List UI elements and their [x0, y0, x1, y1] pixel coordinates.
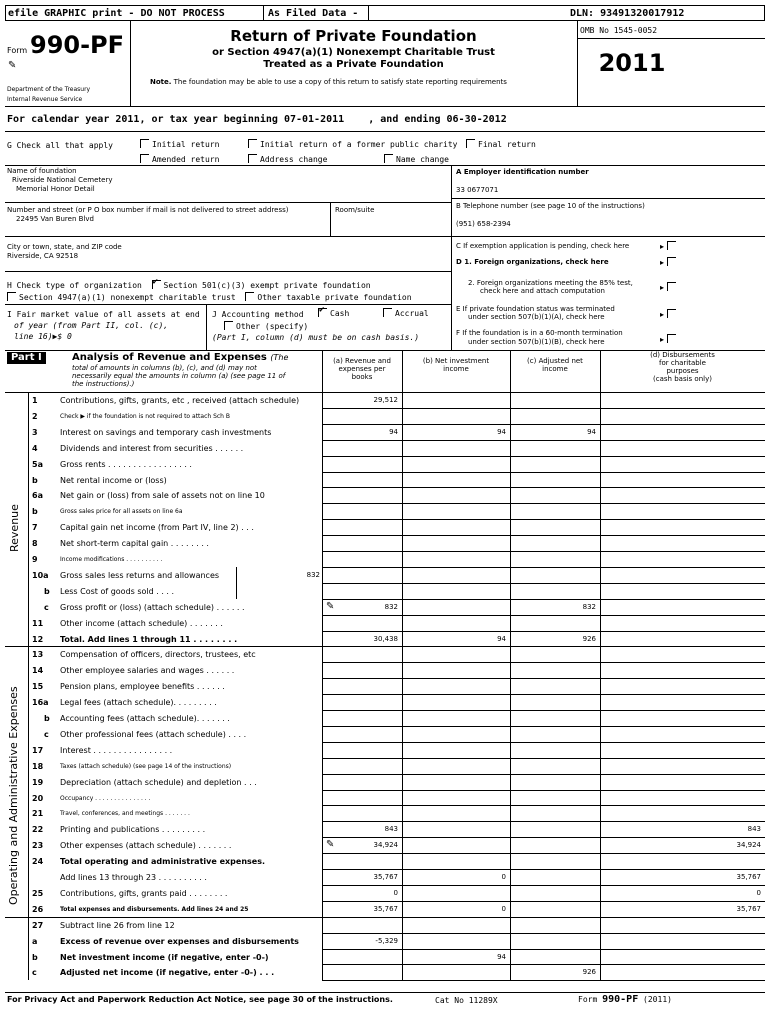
column-header-line: expenses per [338, 365, 386, 373]
chk-address-change[interactable]: Address change [248, 154, 327, 164]
amount-cell-d: 35,767 [736, 873, 761, 881]
amount-cell-a: 30,438 [373, 634, 398, 643]
line-number: 14 [32, 666, 44, 676]
line-number: 9 [32, 555, 38, 564]
line-number: 20 [32, 793, 44, 803]
line-number: 26 [32, 904, 44, 914]
room-label: Room/suite [335, 206, 375, 214]
tax-year: 2011 [598, 49, 666, 77]
line-description: Taxes (attach schedule) (see page 14 of the instructions) [60, 762, 232, 770]
line-description: Printing and publications . . . . . . . . . [60, 825, 206, 835]
line-number: 10a [32, 570, 49, 580]
e-label-2: under section 507(b)(1)(A), check here [468, 313, 605, 321]
line-description: Less Cost of goods sold . . . . [60, 586, 175, 596]
ein-value: 33 0677071 [456, 186, 499, 194]
line-description: Net rental income or (loss) [60, 475, 167, 485]
inline-amount: 832 [306, 570, 320, 579]
form-subtitle1: or Section 4947(a)(1) Nonexempt Charitable Trust [212, 47, 495, 58]
part-title: Analysis of Revenue and Expenses (The [72, 352, 289, 363]
line-description: Subtract line 26 from line 12 [60, 920, 175, 930]
d2-label-1: 2. Foreign organizations meeting the 85% test, [468, 279, 633, 287]
org-name-2: Memorial Honor Detail [16, 185, 95, 193]
line-description: Add lines 13 through 23 . . . . . . . . . . [60, 873, 207, 882]
phone-value: (951) 658-2394 [456, 220, 511, 228]
j-label: J Accounting method [212, 310, 304, 319]
amount-cell-a: 0 [393, 888, 398, 897]
line-number: 8 [32, 539, 38, 549]
part-desc-3: the instructions).) [72, 380, 135, 388]
line-number: b [32, 475, 38, 485]
org-name-1: Riverside National Cemetery [12, 176, 113, 184]
line-description: Gross rents . . . . . . . . . . . . . . . . . [60, 459, 192, 469]
form-icon: ✎ [8, 60, 17, 71]
amount-cell-d: 0 [756, 888, 761, 897]
column-header-b [402, 357, 510, 373]
line-description: Legal fees (attach schedule). . . . . . . . . [60, 698, 217, 708]
column-header-line: income [542, 365, 568, 373]
street-value: 22495 Van Buren Blvd [16, 215, 94, 223]
part-badge: Part I [7, 352, 46, 364]
amount-cell-a: 94 [389, 427, 398, 436]
line-number: 21 [32, 809, 44, 819]
cat-number: Cat No 11289X [435, 996, 498, 1005]
amount-cell-b: 0 [501, 904, 506, 913]
line-number: 19 [32, 777, 44, 787]
line-description: Gross sales price for all assets on line 6a [60, 508, 183, 516]
column-header-line: books [351, 373, 373, 381]
line-number: a [32, 936, 38, 946]
chk-other-taxable[interactable] [245, 292, 254, 301]
form-title: Return of Private Foundation [230, 27, 477, 45]
line-number: c [32, 968, 37, 978]
omb-number: OMB No 1545-0052 [580, 26, 658, 35]
amount-cell-a: 35,767 [373, 904, 398, 913]
line-description: Occupancy . . . . . . . . . . . . . . . [60, 794, 151, 802]
line-number: 15 [32, 682, 44, 692]
form-subtitle2: Treated as a Private Foundation [263, 59, 444, 70]
line-description: Other employee salaries and wages . . . . . . [60, 666, 235, 676]
amount-cell-a: 843 [384, 825, 398, 834]
line-description: Check ▶ if the foundation is not required to attach Sch B [60, 412, 231, 420]
amount-cell-c: 94 [587, 427, 596, 436]
chk-initial-return[interactable]: Initial return [140, 139, 219, 149]
street-label: Number and street (or P O box number if mail is not delivered to street address) [7, 206, 289, 214]
line-description: Pension plans, employee benefits . . . . . . [60, 682, 225, 692]
chk-other-method[interactable]: Other (specify) [224, 321, 308, 331]
line-number: 4 [32, 443, 38, 453]
line-description: Adjusted net income (if negative, enter -0-) . . . [60, 968, 275, 978]
city-value: Riverside, CA 92518 [7, 252, 79, 260]
footer-form: Form 990-PF (2011) [578, 994, 672, 1005]
amount-cell-b: 94 [497, 427, 506, 436]
column-header-d [600, 351, 765, 383]
amount-cell-d: 34,924 [736, 841, 761, 850]
line-description: Interest on savings and temporary cash investments [60, 427, 272, 437]
line-number: 24 [32, 857, 44, 867]
line-description: Other expenses (attach schedule) . . . . . . . [60, 841, 232, 851]
line-description: Gross profit or (loss) (attach schedule) . . . . . . [60, 602, 245, 612]
f-label-2: under section 507(b)(1)(B), check here [468, 338, 605, 346]
line-number: 17 [32, 745, 44, 755]
line-number: c [44, 602, 49, 612]
chk-amended-return[interactable]: Amended return [140, 154, 219, 164]
c-checkbox[interactable]: ▸ [660, 241, 679, 251]
line-number: 7 [32, 523, 38, 533]
line-number: b [44, 586, 50, 596]
line-description: Net investment income (if negative, enter -0-) [60, 952, 269, 962]
line-number: 25 [32, 888, 44, 898]
amount-cell-b: 94 [497, 634, 506, 643]
amount-cell-a: 35,767 [373, 873, 398, 881]
line-description: Gross sales less returns and allowances [60, 570, 220, 580]
amount-cell-c: 926 [582, 968, 596, 977]
chk-initial-former[interactable]: Initial return of a former public charity [248, 139, 457, 149]
amount-cell-a: -5,329 [375, 936, 398, 945]
i-line-2: of year (from Part II, col. (c), [14, 321, 169, 330]
line-description: Total. Add lines 1 through 11 . . . . . . . . [60, 634, 238, 644]
g-label: G Check all that apply [7, 141, 113, 150]
amount-cell-c: 926 [582, 634, 596, 643]
amount-cell-c: 832 [582, 602, 596, 611]
chk-501c3[interactable] [152, 280, 161, 289]
line-number: b [32, 952, 38, 962]
line-description: Excess of revenue over expenses and disbursements [60, 936, 299, 946]
column-header-line: (cash basis only) [653, 375, 712, 383]
column-header-line: for charitable [659, 359, 706, 367]
line-number: 6a [32, 491, 43, 501]
city-label: City or town, state, and ZIP code [7, 243, 122, 251]
revenue-side-label: Revenue [8, 504, 21, 552]
line-number: 22 [32, 825, 44, 835]
line-number: 1 [32, 396, 38, 405]
i-line-1: I Fair market value of all assets at end [7, 310, 200, 319]
line-description: Dividends and interest from securities . . . . . . [60, 443, 244, 453]
d2-label-2: check here and attach computation [480, 287, 605, 295]
f-label-1: F If the foundation is in a 60-month termination [456, 329, 623, 337]
line-number: 12 [32, 634, 44, 644]
column-header-line: (c) Adjusted net [527, 357, 583, 365]
amount-cell-b: 94 [497, 952, 506, 961]
form-number: 990-PF [30, 31, 125, 59]
expenses-side-label: Operating and Administrative Expenses [7, 686, 20, 905]
column-header-a [322, 357, 402, 381]
attachment-icon[interactable]: ✎ [326, 600, 335, 612]
amount-cell-a: 34,924 [373, 841, 398, 850]
h-row-2: Section 4947(a)(1) nonexempt charitable trust Other taxable private foundation [7, 292, 412, 302]
ein-label: A Employer identification number [456, 168, 589, 176]
column-header-c [510, 357, 600, 373]
d2-checkbox[interactable]: ▸ [660, 282, 679, 292]
tax-year-line: For calendar year 2011, or tax year beginning 07-01-2011 , and ending 06-30-2012 [7, 114, 507, 125]
line-number: 5a [32, 459, 43, 469]
j-note: (Part I, column (d) must be on cash basis.) [212, 333, 420, 342]
efile-label: efile GRAPHIC print - DO NOT PROCESS [8, 8, 225, 19]
line-number: 23 [32, 841, 44, 851]
dept-line1: Department of the Treasury [7, 86, 91, 93]
h-label: H Check type of organization ✔ Section 501(c)(3) exempt private foundation [7, 280, 371, 290]
dept-line2: Internal Revenue Service [7, 96, 83, 103]
line-number: 16a [32, 698, 49, 708]
phone-label: B Telephone number (see page 10 of the instructions) [456, 202, 645, 210]
form-prefix: Form [7, 46, 28, 55]
line-number: b [44, 714, 50, 723]
amount-cell-d: 843 [747, 825, 761, 834]
line-description: Total expenses and disbursements. Add lines 24 and 25 [60, 905, 249, 913]
dln: DLN: 93491320017912 [570, 8, 685, 19]
chk-name-change[interactable]: Name change [384, 154, 449, 164]
line-description: Accounting fees (attach schedule). . . . . . . [60, 714, 230, 723]
i-line-3: line 16)▶$ 0 [14, 332, 72, 341]
column-header-line: (a) Revenue and [333, 357, 391, 365]
amount-cell-a: 832 [384, 602, 398, 611]
line-number: 18 [32, 761, 44, 771]
line-description: Contributions, gifts, grants paid . . . . . . . . [60, 888, 228, 898]
line-number: 13 [32, 650, 44, 660]
line-description: Other professional fees (attach schedule) . . . . [60, 729, 247, 739]
line-number: b [32, 507, 38, 517]
line-description: Travel, conferences, and meetings . . . . . . . [60, 810, 190, 818]
part-desc-2: necessarily equal the amounts in column (a) (see page 11 of [72, 372, 286, 380]
chk-cash[interactable]: ✔ Cash [318, 308, 349, 318]
line-description: Other income (attach schedule) . . . . . . . [60, 618, 223, 628]
attachment-icon[interactable]: ✎ [326, 839, 335, 851]
e-checkbox[interactable]: ▸ [660, 309, 679, 319]
line-description: Net short-term capital gain . . . . . . . . [60, 539, 209, 549]
column-header-line: (d) Disbursements [650, 351, 715, 359]
line-description: Capital gain net income (from Part IV, line 2) . . . [60, 523, 254, 533]
column-header-line: purposes [666, 367, 699, 375]
column-header-line: (b) Net investment [422, 357, 490, 365]
line-number: c [44, 729, 49, 739]
d1-checkbox[interactable]: ▸ [660, 257, 679, 267]
line-number: 2 [32, 411, 38, 421]
line-number: 3 [32, 427, 38, 437]
line-number: 27 [32, 920, 44, 930]
privacy-notice: For Privacy Act and Paperwork Reduction Act Notice, see page 30 of the instructions. [7, 995, 393, 1004]
chk-accrual[interactable]: Accrual [383, 308, 429, 318]
line-description: Total operating and administrative expenses. [60, 857, 265, 867]
line-number: 11 [32, 618, 44, 628]
amount-cell-a: 29,512 [373, 396, 398, 404]
filed-label: As Filed Data - [268, 8, 359, 19]
line-description: Contributions, gifts, grants, etc , received (attach schedule) [60, 396, 300, 405]
line-description: Depreciation (attach schedule) and depletion . . . [60, 777, 257, 787]
part-desc-1: total of amounts in columns (b), (c), and (d) may not [72, 364, 257, 372]
amount-cell-d: 35,767 [736, 904, 761, 913]
chk-4947[interactable] [7, 292, 16, 301]
c-label: C If exemption application is pending, check here [456, 242, 630, 250]
d1-label: D 1. Foreign organizations, check here [456, 258, 609, 266]
line-description: Interest . . . . . . . . . . . . . . . . [60, 745, 173, 755]
f-checkbox[interactable]: ▸ [660, 334, 679, 344]
chk-final-return[interactable]: Final return [466, 139, 536, 149]
amount-cell-b: 0 [501, 873, 506, 881]
line-description: Income modifications . . . . . . . . . . [60, 556, 163, 563]
e-label-1: E If private foundation status was terminated [456, 305, 615, 313]
form-note: Note. The foundation may be able to use a copy of this return to satisfy state reporting requirements [150, 78, 507, 86]
name-label: Name of foundation [7, 167, 77, 175]
line-description: Compensation of officers, directors, trustees, etc [60, 650, 256, 660]
column-header-line: income [443, 365, 469, 373]
line-description: Net gain or (loss) from sale of assets not on line 10 [60, 491, 265, 501]
